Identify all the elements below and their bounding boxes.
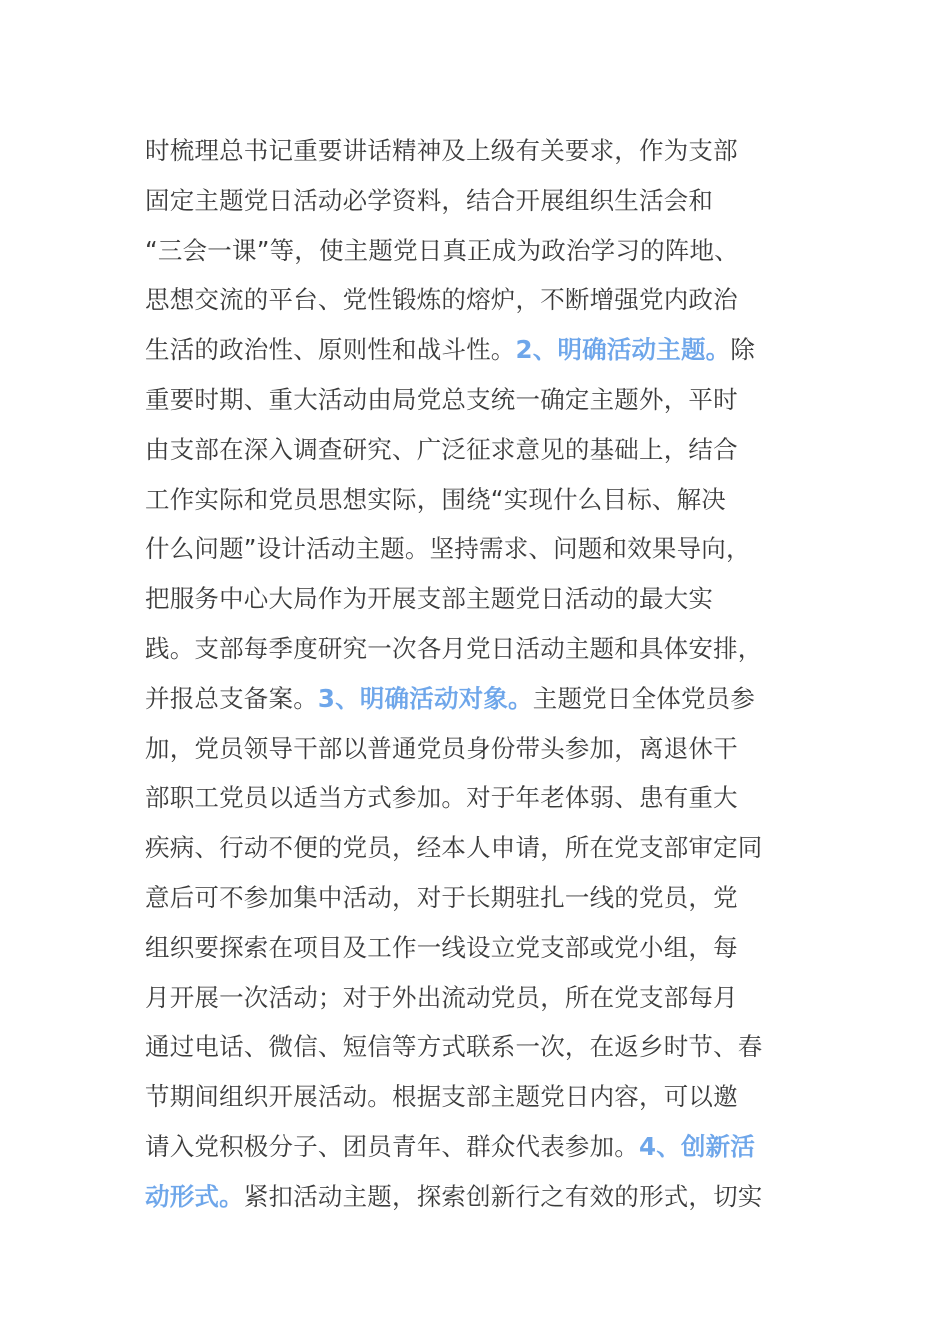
text-run: 什么问题”设计活动主题。坚持需求、问题和效果导向， [145,534,751,564]
text-line [145,923,738,973]
text-run: 通过电话、微信、短信等方式联系一次，在返乡时节、春 [145,1032,763,1062]
section-heading: 4、创新活 [639,1132,756,1161]
text-run: 请入党积极分子、团员青年、群众代表参加。 [145,1132,639,1161]
text-run: 紧扣活动主题，探索创新行之有效的形式，切实 [243,1181,763,1211]
text-line [145,1172,763,1222]
text-run: 由支部在深入调查研究、广泛征求意见的基础上，结合 [145,434,738,464]
text-run: 组织要探索在项目及工作一线设立党支部或党小组，每 [145,932,738,962]
text-line [145,1022,763,1072]
text-run: 思想交流的平台、党性锻炼的熔炉，不断增强党内政治 [145,285,738,315]
section-heading: 2、明确活动主题。 [515,335,731,365]
text-line [145,275,738,325]
text-run: 把服务中心大局作为开展支部主题党日活动的最大实 [145,584,714,614]
text-run: 生活的政治性、原则性和战斗性。 [145,335,516,365]
text-run: 疾病、行动不便的党员，经本人申请，所在党支部审定同 [145,833,763,863]
text-line [145,1122,755,1172]
text-line [145,1072,738,1122]
text-line [145,325,755,375]
text-line [145,475,726,525]
text-run: 重要时期、重大活动由局党总支统一确定主题外，平时 [145,385,738,414]
text-line [145,176,713,226]
text-run: 工作实际和党员思想实际，围绕“实现什么目标、解决 [145,484,726,514]
text-run: 意后可不参加集中活动，对于长期驻扎一线的党员，党 [145,883,738,912]
text-run: 主题党日全体党员参 [532,683,756,713]
section-heading: 动形式。 [145,1181,244,1211]
text-line [145,226,739,276]
text-line [145,973,738,1023]
text-line [145,873,738,923]
text-run: 固定主题党日活动必学资料，结合开展组织生活会和 [145,185,714,215]
text-line [145,524,751,574]
text-line [145,674,755,724]
text-run: 月开展一次活动；对于外出流动党员，所在党支部每月 [145,982,738,1012]
text-run: 节期间组织开展活动。根据支部主题党日内容，可以邀 [145,1082,738,1112]
text-line [145,823,763,873]
text-line [145,724,738,774]
text-run: “三会一课”等，使主题党日真正成为政治学习的阵地、 [145,235,739,265]
text-line [145,574,713,624]
text-run: 并报总支备案。 [145,683,318,713]
text-line [145,375,738,425]
section-heading: 3、明确活动对象。 [317,683,533,713]
text-run: 加，党员领导干部以普通党员身份带头参加，离退休干 [145,733,738,763]
text-run: 除 [730,335,756,365]
text-line [145,126,738,176]
text-line [145,425,738,475]
text-run: 时梳理总书记重要讲话精神及上级有关要求，作为支部 [145,136,738,165]
text-line [145,773,738,823]
text-run: 部职工党员以适当方式参加。对于年老体弱、患有重大 [145,783,738,813]
text-line [145,624,763,674]
text-run: 践。支部每季度研究一次各月党日活动主题和具体安排， [145,634,763,663]
